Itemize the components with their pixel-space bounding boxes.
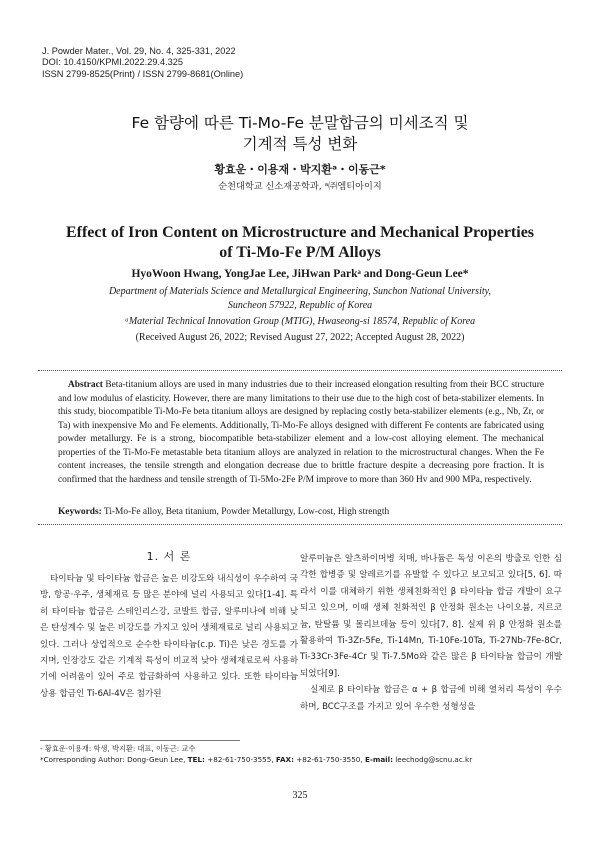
english-title-line2: of Ti-Mo-Fe P/M Alloys xyxy=(219,244,381,261)
english-affiliation-line3: ᵃMaterial Technical Innovation Group (MTIG), Hwaseong-si 18574, Republic of Korea xyxy=(124,316,476,327)
fax-label: FAX: xyxy=(275,755,294,764)
korean-affiliation: 순천대학교 신소재공학과, ᵃ㈜엠티아이지 xyxy=(218,181,382,192)
footnote-corresponding xyxy=(40,754,570,765)
english-affiliation-line2: Suncheon 57922, Republic of Korea xyxy=(227,300,373,311)
journal-header xyxy=(42,46,243,80)
english-title-line1: Effect of Iron Content on Microstructure and Mechanical Properties xyxy=(65,224,535,241)
body-right-column xyxy=(300,551,562,715)
doi-line: DOI: 10.4150/KPMI.2022.29.4.325 xyxy=(42,57,183,68)
section-heading: 1. 서 론 xyxy=(146,550,192,563)
body-left-column: 타이타늄 및 타이타늄 합금은 높은 비강도와 내식성이 우수하여 국방, 항공·우주, 생체재료 등 많은 분야에 널리 사용되고 있다[1-4]. 특히 타이타늄 합금은 스테인리스강, 코발트 합금, 알루미나에 비해 낮은 탄성계수 및 높은 비강도를 가지고 있어 생체재료로 널리 사용되고 있다. 그러나 상업적으로 순수한 타이타늄(c.p. Ti)은 낮은 경도를 가지며, 인장강도 같은 기계적 특성이 비교적 낮아 생체재료로써 사용하기에 어려움이 있어 주로 합금화하여 사용하고 있다. 또한 타이타늄 상용 합금인 Ti-6Al-4V은 첨가된 xyxy=(40,574,298,699)
body-right-paragraph-1: 알루미늄은 알츠하이머병 치매, 바나듐은 독성 이온의 방출로 인한 심각한 합병증 및 알레르기를 유발할 수 있다고 보고되고 있다[5, 6]. 따라서 이를 대체하기 위한 생체친화적인 β 타이타늄 합금 개발이 요구되고 있으며, 이때 생체 친화적인 β 안정화 원소는 나이오븀, 지르코늄, 탄탈륨 및 몰리브데늄 등이 있다[7, 8]. 실제 위 β 안정화 원소를 활용하여 Ti-3Zr-5Fe, Ti-14Mn, Ti-10Fe-10Ta, Ti-27Nb-7Fe-8Cr, Ti-33Cr-3Fe-4Cr 및 Ti-7.5Mo와 같은 많은 β 타이타늄 합금이 개발되었다[9]. xyxy=(300,554,562,679)
divider-top xyxy=(38,370,562,371)
english-affiliation-line1: Department of Materials Science and Metallurgical Engineering, Sunchon National University, xyxy=(108,286,492,297)
fax-value: +82-61-750-3550, xyxy=(293,755,365,764)
keywords xyxy=(58,506,544,519)
tel-label: TEL: xyxy=(187,755,205,764)
keywords-label: Keywords: xyxy=(58,507,102,517)
issn-line: ISSN 2799-8525(Print) / ISSN 2799-8681(Online) xyxy=(42,68,244,79)
abstract xyxy=(58,379,544,487)
journal-citation: J. Powder Mater., Vol. 29, No. 4, 325-331, 2022 xyxy=(42,46,236,56)
divider-bottom xyxy=(38,524,562,525)
corresponding-label: *Corresponding Author: xyxy=(40,755,125,764)
corresponding-name: Dong-Geun Lee, xyxy=(124,755,188,764)
korean-title-line2: 기계적 특성 변화 xyxy=(242,135,358,153)
email-label: E-mail: xyxy=(364,755,393,764)
email-link[interactable]: leechodg@scnu.ac.kr xyxy=(392,755,473,764)
korean-title-line1: Fe 함량에 따른 Ti-Mo-Fe 분말합금의 미세조직 및 xyxy=(131,114,469,132)
footnote-rule xyxy=(40,740,240,741)
abstract-label: Abstract xyxy=(68,380,103,390)
page-number: 325 xyxy=(292,790,308,801)
korean-authors: 황효운・이용재・박지환ᵃ・이동근* xyxy=(214,163,386,176)
body-right-paragraph-2: 실제로 β 타이타늄 합금은 α + β 합금에 비해 열처리 특성이 우수하며, BCC구조를 가지고 있어 우수한 성형성을 xyxy=(300,685,562,712)
tel-value: +82-61-750-3555, xyxy=(204,755,276,764)
english-authors: HyoWoon Hwang, YongJae Lee, JiHwan Parkᵃ and Dong-Geun Lee* xyxy=(131,268,469,280)
keywords-text: Ti-Mo-Fe alloy, Beta titanium, Powder Metallurgy, Low-cost, High strength xyxy=(101,507,390,517)
footnote-roles: - 황효운·이용재: 학생, 박지환: 대표, 이동근: 교수 xyxy=(40,744,196,753)
abstract-text: Beta-titanium alloys are used in many industries due to their increased elongation resulting from their BCC structure and low modulus of elasticity. However, there are many limitations to their use due to the high cost of beta-stabilizer elements. In this study, biocompatible Ti-Mo-Fe beta titanium alloys are designed by replacing costly beta-stabilizer elements (e.g., Nb, Zr, or Ta) with inexpensive Mo and Fe elements. Additionally, Ti-Mo-Fe alloys designed with different Fe contents are fabricated using powder metallurgy. Fe is a strong, biocompatible beta-stabilizer element and a low-cost alloying element. The mechanical properties of the Ti-Mo-Fe metastable beta titanium alloys are analyzed in relation to the microstructural changes. When the Fe content increases, the tensile strength and elongation decrease due to brittle fracture despite a decreasing pore fraction. It is confirmed that the hardness and tensile strength of Ti-5Mo-2Fe P/M improve to more than 360 Hv and 900 MPa, respectively. xyxy=(58,380,544,485)
received-dates: (Received August 26, 2022; Revised August 27, 2022; Accepted August 28, 2022) xyxy=(135,332,465,343)
